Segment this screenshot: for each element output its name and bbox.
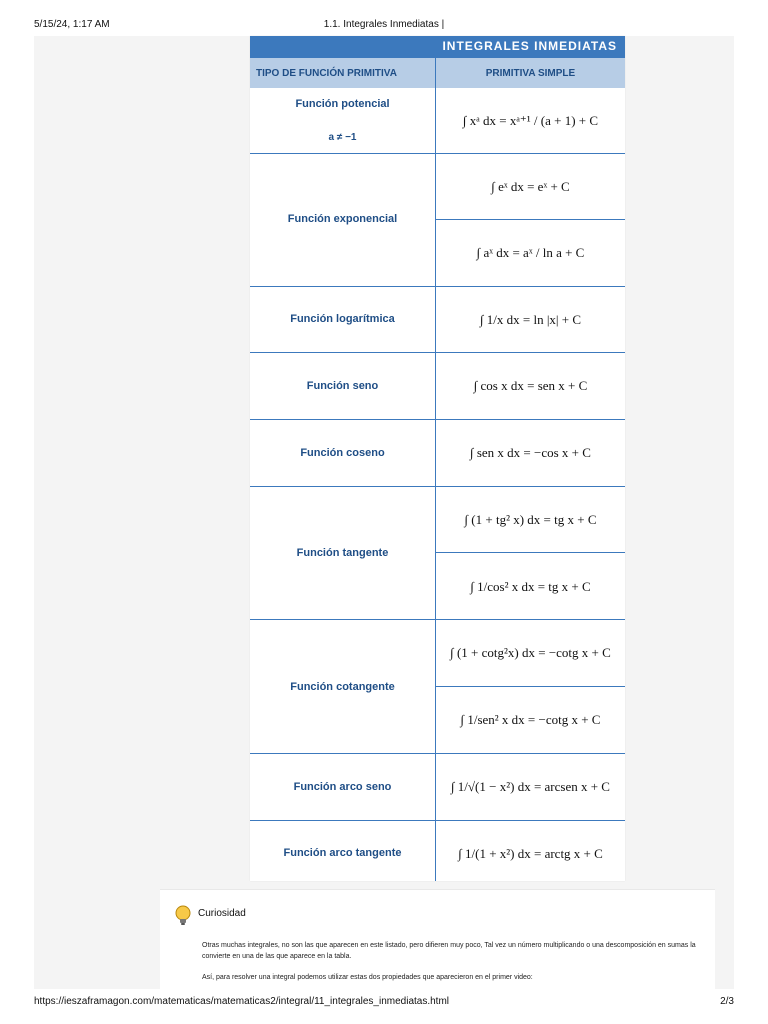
label-seno: Función seno [306, 380, 379, 392]
formula-exponencial-e: ∫ eˣ dx = eˣ + C [491, 179, 570, 194]
table-banner-title: INTEGRALES INMEDIATAS [442, 39, 617, 53]
row-divider [250, 286, 625, 287]
formula-logaritmica: ∫ 1/x dx = ln |x| + C [479, 312, 582, 327]
row-divider [250, 352, 625, 353]
label-potencial: Función potencial [295, 98, 390, 110]
subrow-divider [435, 552, 625, 553]
print-date: 5/15/24, 1:17 AM [34, 19, 110, 30]
integrals-table [250, 36, 625, 881]
table-header-row [250, 58, 625, 88]
col-header-primitive: PRIMITIVA SIMPLE [485, 68, 576, 79]
label-exponencial: Función exponencial [287, 213, 398, 225]
label-arcoseno: Función arco seno [293, 781, 392, 793]
formula-tangente-1: ∫ (1 + tg² x) dx = tg x + C [464, 512, 597, 527]
page-number: 2/3 [720, 996, 734, 1007]
formula-tangente-2: ∫ 1/cos² x dx = tg x + C [470, 579, 591, 594]
condition-potencial: a ≠ −1 [328, 132, 357, 143]
formula-arcoseno: ∫ 1/√(1 − x²) dx = arcsen x + C [451, 779, 610, 794]
formula-arcotangente: ∫ 1/(1 + x²) dx = arctg x + C [458, 846, 603, 861]
curiosidad-box [160, 889, 715, 990]
print-title: 1.1. Integrales Inmediatas | [323, 19, 445, 30]
row-divider [250, 419, 625, 420]
row-divider [250, 753, 625, 754]
row-divider [250, 153, 625, 154]
curiosidad-paragraph-1: Otras muchas integrales, no son las que aparecen en este listado, pero difieren muy poco, Tal vez un número multiplicando o una descomposición en sumas la convierte en una de las que aparece en la tabla. [202, 942, 696, 960]
formula-seno: ∫ cos x dx = sen x + C [473, 378, 588, 393]
row-divider [250, 820, 625, 821]
curiosidad-title: Curiosidad [198, 908, 246, 919]
label-logaritmica: Función logarítmica [290, 313, 395, 325]
col-header-type: TIPO DE FUNCIÓN PRIMITIVA [256, 68, 397, 79]
label-coseno: Función coseno [300, 447, 385, 459]
row-divider [250, 486, 625, 487]
label-arcotangente: Función arco tangente [283, 847, 402, 859]
print-header [0, 17, 768, 33]
formula-coseno: ∫ sen x dx = −cos x + C [470, 445, 591, 460]
subrow-divider [435, 219, 625, 220]
formula-cotangente-1: ∫ (1 + cotg²x) dx = −cotg x + C [450, 645, 611, 660]
formula-potencial: ∫ xᵃ dx = xᵃ⁺¹ / (a + 1) + C [462, 113, 599, 128]
curiosidad-paragraph-2: Así, para resolver una integral podemos utilizar estas dos propiedades que aparecieron en el primer video: [202, 974, 533, 981]
label-cotangente: Función cotangente [290, 681, 395, 693]
row-divider [250, 619, 625, 620]
footer-url: https://ieszaframagon.com/matematicas/matematicas2/integral/11_integrales_inmediatas.html [34, 996, 450, 1007]
lightbulb-icon [173, 904, 193, 931]
table-banner [250, 36, 625, 58]
subrow-divider [435, 686, 625, 687]
label-tangente: Función tangente [296, 547, 389, 559]
formula-cotangente-2: ∫ 1/sen² x dx = −cotg x + C [460, 712, 601, 727]
formula-exponencial-a: ∫ aˣ dx = aˣ / ln a + C [476, 245, 585, 260]
